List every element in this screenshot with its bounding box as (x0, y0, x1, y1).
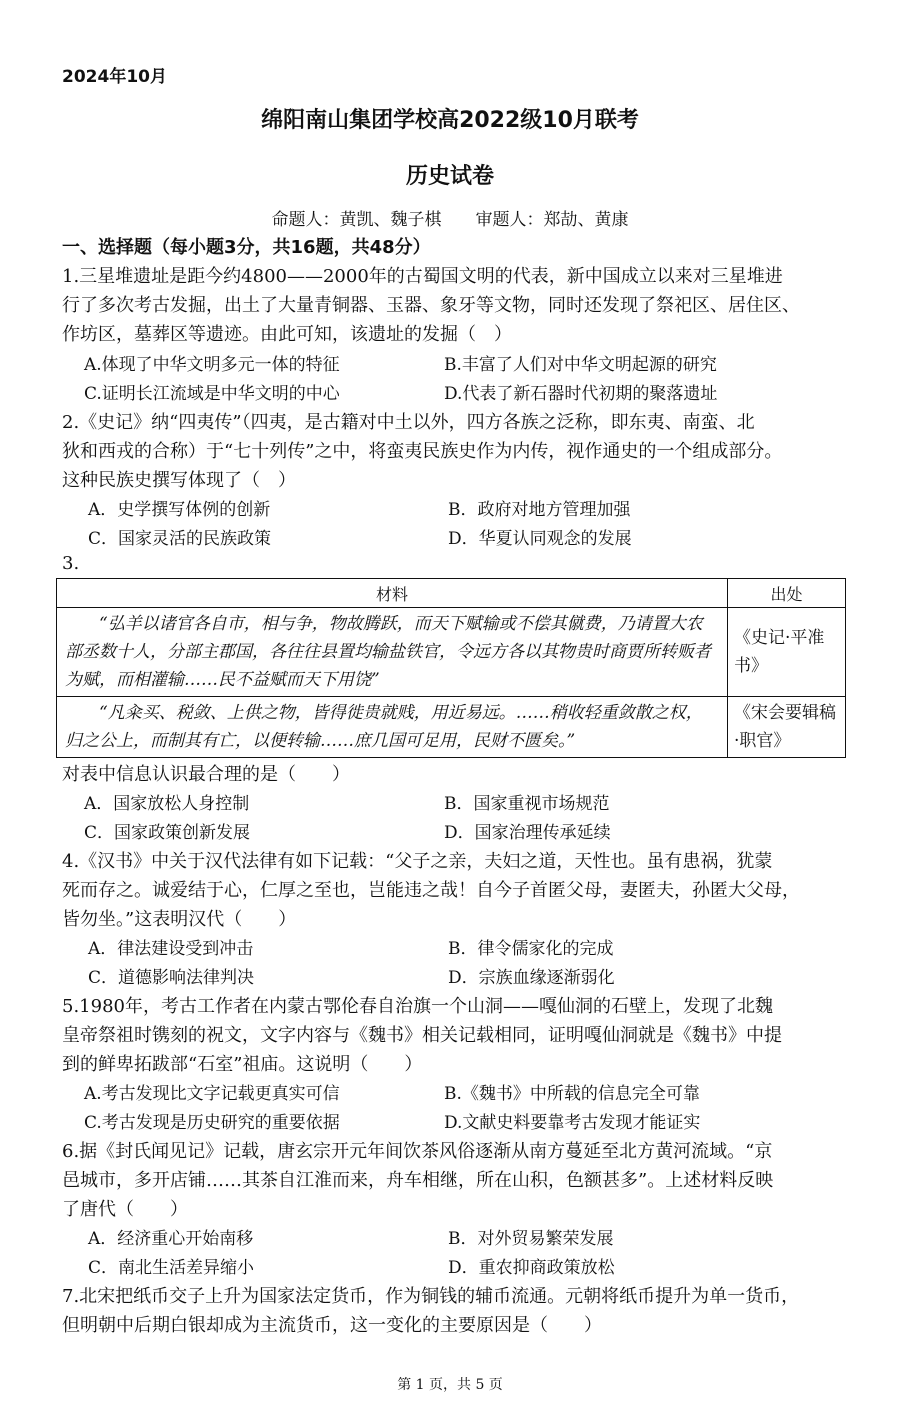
q2-stem-line-1: 2.《史记》纳“四夷传”（四夷，是古籍对中土以外，四方各族之泛称，即东夷、南蛮、北 (62, 412, 755, 433)
q6-option-d: D．重农抑商政策放松 (448, 1258, 615, 1278)
q4-option-c: C．道德影响法律判决 (88, 968, 255, 988)
exam-subtitle: 历史试卷 (405, 164, 494, 189)
q6-option-b: B．对外贸易繁荣发展 (448, 1229, 614, 1249)
table-cell-material: “弘羊以诸官各自市，相与争，物故腾跃，而天下赋输或不偿其僦费，乃请置大农部丞数十人，分部主郡国，各往往县置均输盐铁官，令远方各以其物贵时商贾所转贩者为赋，而相灌输……民不益赋而天下用饶” (57, 608, 728, 697)
q2-option-d: D．华夏认同观念的发展 (448, 529, 632, 549)
q4-stem-line-2: 死而存之。诚爱结于心，仁厚之至也，岂能违之哉！自今子首匿父母，妻匿夫，孙匿大父母， (62, 880, 800, 901)
q4-option-a: A．律法建设受到冲击 (88, 939, 254, 959)
exam-authors: 命题人：黄凯、魏子棋 审题人：郑劼、黄康 (271, 210, 629, 230)
q7-stem-line-1: 7.北宋把纸币交子上升为国家法定货币，作为铜钱的辅币流通。元朝将纸币提升为单一货币， (62, 1286, 800, 1307)
q1-option-d: D.代表了新石器时代初期的聚落遗址 (444, 384, 718, 404)
q5-stem-line-2: 皇帝祭祖时镌刻的祝文，文字内容与《魏书》相关记载相同，证明嘎仙洞就是《魏书》中提 (62, 1025, 782, 1046)
q5-stem-line-3: 到的鲜卑拓跋部“石室”祖庙。这说明（ ） (62, 1054, 423, 1075)
q1-option-c: C.证明长江流域是中华文明的中心 (84, 384, 340, 404)
q1-option-b: B.丰富了人们对中华文明起源的研究 (444, 355, 717, 375)
q6-option-c: C．南北生活差异缩小 (88, 1258, 255, 1278)
q3-stem: 对表中信息认识最合理的是（ ） (62, 764, 350, 785)
q1-stem-line-3: 作坊区，墓葬区等遗迹。由此可知，该遗址的发掘（ ） (62, 324, 512, 345)
table-header-material: 材料 (57, 579, 728, 608)
q2-option-a: A．史学撰写体例的创新 (88, 500, 271, 520)
q3-number: 3. (62, 553, 80, 574)
q4-stem-line-1: 4.《汉书》中关于汉代法律有如下记载：“父子之亲，夫妇之道，天性也。虽有患祸，犹蒙 (62, 851, 773, 872)
q6-option-a: A．经济重心开始南移 (88, 1229, 254, 1249)
q7-stem-line-2: 但明朝中后期白银却成为主流货币，这一变化的主要原因是（ ） (62, 1315, 602, 1336)
q5-stem-line-1: 5.1980年，考古工作者在内蒙古鄂伦春自治旗一个山洞——嘎仙洞的石壁上，发现了北魏 (62, 996, 773, 1017)
table-cell-source: 《宋会要辑稿·职官》 (728, 697, 846, 758)
table-header-row (57, 579, 846, 608)
q2-option-b: B．政府对地方管理加强 (448, 500, 631, 520)
q6-stem-line-3: 了唐代（ ） (62, 1199, 188, 1220)
q1-option-a: A.体现了中华文明多元一体的特征 (84, 355, 340, 375)
table-row (57, 608, 846, 697)
q6-stem-line-2: 邑城市，多开店铺……其茶自江淮而来，舟车相继，所在山积，色额甚多”。上述材料反映 (62, 1170, 774, 1191)
q4-option-d: D．宗族血缘逐渐弱化 (448, 968, 615, 988)
table-row (57, 697, 846, 758)
table-header-source: 出处 (728, 579, 846, 608)
q5-option-a: A.考古发现比文字记载更真实可信 (84, 1084, 340, 1104)
q6-stem-line-1: 6.据《封氏闻见记》记载，唐玄宗开元年间饮茶风俗逐渐从南方蔓延至北方黄河流域。“京 (62, 1141, 773, 1162)
section-heading: 一、选择题（每小题3分，共16题，共48分） (62, 237, 431, 258)
exam-title: 绵阳南山集团学校高2022级10月联考 (261, 108, 639, 133)
q4-option-b: B．律令儒家化的完成 (448, 939, 614, 959)
q1-stem-line-1: 1.三星堆遗址是距今约4800——2000年的古蜀国文明的代表，新中国成立以来对三星堆进 (62, 266, 783, 287)
q2-option-c: C．国家灵活的民族政策 (88, 529, 272, 549)
page-number: 第 1 页，共 5 页 (397, 1377, 503, 1393)
q3-option-b: B．国家重视市场规范 (444, 794, 610, 814)
q5-option-b: B.《魏书》中所载的信息完全可靠 (444, 1084, 700, 1104)
q4-stem-line-3: 皆勿坐。”这表明汉代（ ） (62, 909, 297, 930)
table-cell-material: “凡籴买、税敛、上供之物，皆得徙贵就贱，用近易远。……稍收轻重敛散之权，归之公上，而制其有亡，以便转输……庶几国可足用，民财不匮矣。” (57, 697, 728, 758)
q1-stem-line-2: 行了多次考古发掘，出土了大量青铜器、玉器、象牙等文物，同时还发现了祭祀区、居住区、 (62, 295, 800, 316)
q5-option-d: D.文献史料要靠考古发现才能证实 (444, 1113, 701, 1133)
q3-option-c: C．国家政策创新发展 (84, 823, 251, 843)
q3-option-d: D．国家治理传承延续 (444, 823, 611, 843)
q2-stem-line-3: 这种民族史撰写体现了（ ） (62, 470, 296, 491)
table-cell-source: 《史记·平准书》 (728, 608, 846, 697)
q2-stem-line-2: 狄和西戎的合称）于“七十列传”之中，将蛮夷民族史作为内传，视作通史的一个组成部分。 (62, 441, 783, 462)
q3-option-a: A．国家放松人身控制 (84, 794, 250, 814)
q3-source-table (56, 578, 846, 758)
exam-date: 2024年10月 (62, 67, 167, 87)
q5-option-c: C.考古发现是历史研究的重要依据 (84, 1113, 340, 1133)
